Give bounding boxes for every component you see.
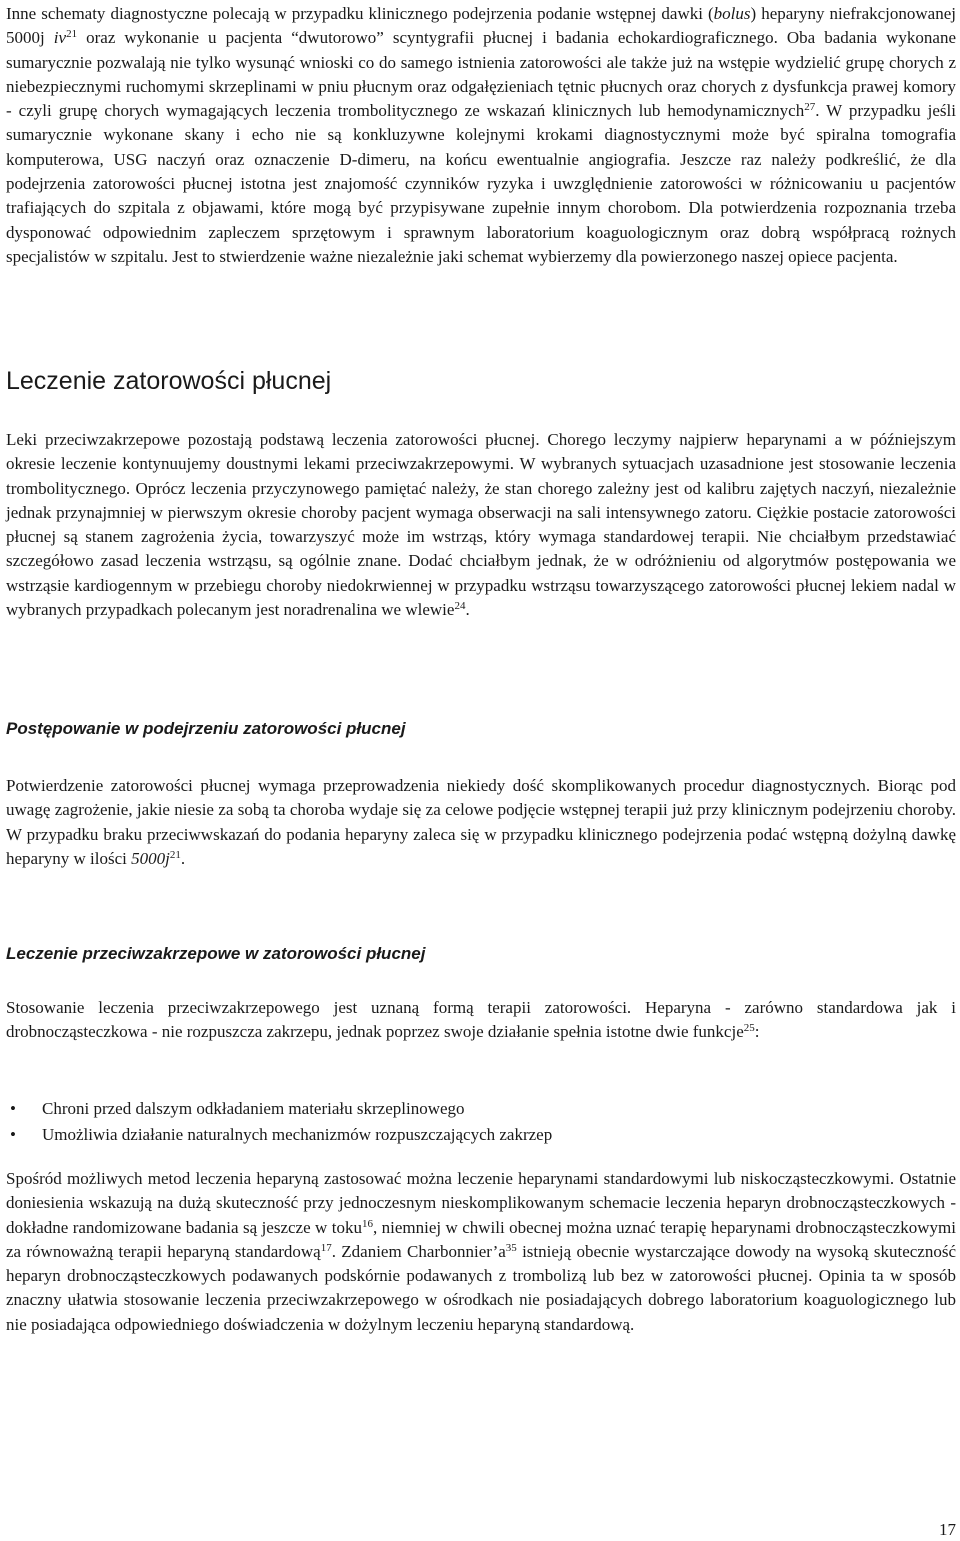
citation-sup: 35 <box>505 1241 517 1254</box>
section1-paragraph <box>6 428 956 622</box>
section-heading-postepowanie: Postępowanie w podejrzeniu zatorowości płucnej <box>6 719 406 738</box>
citation-sup: 21 <box>169 848 181 861</box>
section-heading-przeciwzakrzepowe: Leczenie przeciwzakrzepowe w zatorowości płucnej <box>6 944 426 963</box>
text-run: ) heparyny niefrakcjonowanej 5000j <box>6 4 956 48</box>
section3-paragraph-2 <box>6 1167 956 1337</box>
intro-paragraph <box>6 2 956 269</box>
italic-term: bolus <box>713 4 751 23</box>
section-heading-leczenie: Leczenie zatorowości płucnej <box>6 367 332 395</box>
section3-paragraph-1 <box>6 996 956 1045</box>
text-run: Potwierdzenie zatorowości płucnej wymaga przeprowadzenia niekiedy dość skomplikowanych procedur diagnostycznych. Biorąc pod uwagę zagrożenie, jakie niesie za sobą ta choroba wydaje się za celowe podjęcie wstępnej terapii już przy klinicznym podejrzeniu choroby. W przypadku braku przeciwwskazań do podania heparyny zaleca się w przypadku klinicznego podejrzenia podać wstępną dożylną dawkę heparyny w ilości <box>6 776 956 868</box>
text-run: Leki przeciwzakrzepowe pozostają podstawą leczenia zatorowości płucnej. Chorego leczymy najpierw heparynami a w późniejszym okresie leczenie kontynuujemy doustnymi lekami przeciwzakrzepowymi. W wybranych sytuacjach uzasadnione jest stosowanie leczenia trombolitycznego. Oprócz leczenia przyczynowego pamiętać należy, że stan chorego zależny jest od kalibru zajętych naczyń, niezależnie jednak przynajmniej w pierwszym okresie choroby pacjent wymaga obserwacji na sali intensywnego zatoru. Ciężkie postacie zatorowości płucnej są stanem zagrożenia życia, towarzyszyć może im wstrząs, który wymaga standardowej terapii. Nie chciałbym przedstawiać szczegółowo zasad leczenia wstrząsu, są ogólnie znane. Dodać chciałbym jednak, że w odróżnieniu od algorytmów postępowania we wstrząsie kardiogennym w przebiegu choroby niedokrwiennej w przypadku wstrząsu towarzyszącego zatorowości płucnej lekiem nadal w wybranych przypadkach polecanym jest noradrenalina we wlewie <box>6 430 956 620</box>
text-run: . W przypadku jeśli sumarycznie wykonane skany i echo nie są konkluzywne kolejnymi krokami diagnostycznymi może być spiralna tomografia komputerowa, USG naczyń oraz oznaczenie D-dimeru, na końcu ewentualnie angiografia. Jeszcze raz należy podkreślić, że dla podejrzenia zatorowości płucnej istotna jest znajomość czynników ryzyka i uwzględnienie zatorowości w różnicowaniu u pacjentów trafiających do szpitala z objawami, które mogą być przypisywane zupełnie innym chorobom. Dla potwierdzenia rozpoznania trzeba dysponować odpowiednim zapleczem sprzętowym i sprawnym laboratorium koaguologicznym oraz dobrą współpracą rożnych specjalistów w szpitalu. Jest to stwierdzenie ważne niezależnie jaki schemat wybierzemy dla powierzonego naszej opiece pacjenta. <box>6 101 956 266</box>
page-number: 17 <box>939 1520 956 1539</box>
citation-sup: 25 <box>743 1022 755 1035</box>
italic-term: iv <box>53 28 67 48</box>
section2-paragraph <box>6 774 956 871</box>
citation-sup: 27 <box>804 101 816 114</box>
citation-sup: 21 <box>66 28 78 41</box>
text-run: Stosowanie leczenia przeciwzakrzepowego jest uznaną formą terapii zatorowości. Heparyna - zarówno standardowa jak i drobnocząsteczkowa - nie rozpuszcza zakrzepu, jednak poprzez swoje działanie spełnia istotne dwie funkcje <box>6 998 956 1042</box>
text-run: . <box>465 600 470 620</box>
italic-term: 5000j <box>131 848 170 868</box>
list-item: • Chroni przed dalszym odkładaniem materiału skrzeplinowego <box>6 1096 956 1122</box>
bullet-list <box>6 1096 956 1148</box>
text-run: istnieją obecnie wystarczające dowody na wysoką skuteczność heparyn drobnocząsteczkowych podawanych podskórnie podawanych z trombolizą lub bez w zatorowości płucnej. Opinia ta w sposób znaczny ułatwia stosowanie leczenia przeciwzakrzepowego w ośrodkach nie posiadających dobrego laboratorium koaguologicznego lub nie posiadająca odpowiedniego doświadczenia w dożylnym leczeniu heparyną standardową. <box>6 1241 956 1334</box>
text-run: : <box>754 1022 760 1042</box>
citation-sup: 16 <box>361 1217 373 1230</box>
text-run: . Zdaniem Charbonnier’a <box>331 1241 506 1261</box>
text-run: . <box>180 848 186 868</box>
text-run: oraz wykonanie u pacjenta “dwutorowo” scyntygrafii płucnej i badania echokardiograficznego. Oba badania wykonane sumarycznie pozwalają nie tylko wysunąć wnioski co do samego istnienia zatorowości ale także już na wstępie wydzielić grupę chorych z niebezpiecznymi ruchomymi skrzeplinami w pniu płucnym oraz odgałęzieniach tętnic płucnych oraz chorych z dysfunkcja prawej komory - czyli grupę chorych wymagających leczenia trombolitycznego ze wskazań klinicznych lub hemodynamicznych <box>6 28 956 121</box>
text-run: Inne schematy diagnostyczne polecają w przypadku klinicznego podejrzenia podanie wstępnej dawki ( <box>6 4 714 23</box>
list-item: • Umożliwia działanie naturalnych mechanizmów rozpuszczających zakrzep <box>6 1122 956 1148</box>
text-run: Spośród możliwych metod leczenia heparyną zastosować można leczenie heparynami standardowymi lub niskocząsteczkowymi. Ostatnie doniesienia wskazują na dużą skuteczność przy jednoczesnym nieskomplikowanym schemacie leczenia heparyn drobnocząsteczkowych - dokładne randomizowane badania są jeszcze w toku <box>6 1169 956 1237</box>
text-run: , niemniej w chwili obecnej można uznać terapię heparynami drobnocząsteczkowymi za równoważną terapii heparyną standardową <box>6 1217 957 1261</box>
citation-sup: 17 <box>320 1241 332 1254</box>
citation-sup: 24 <box>454 600 466 613</box>
